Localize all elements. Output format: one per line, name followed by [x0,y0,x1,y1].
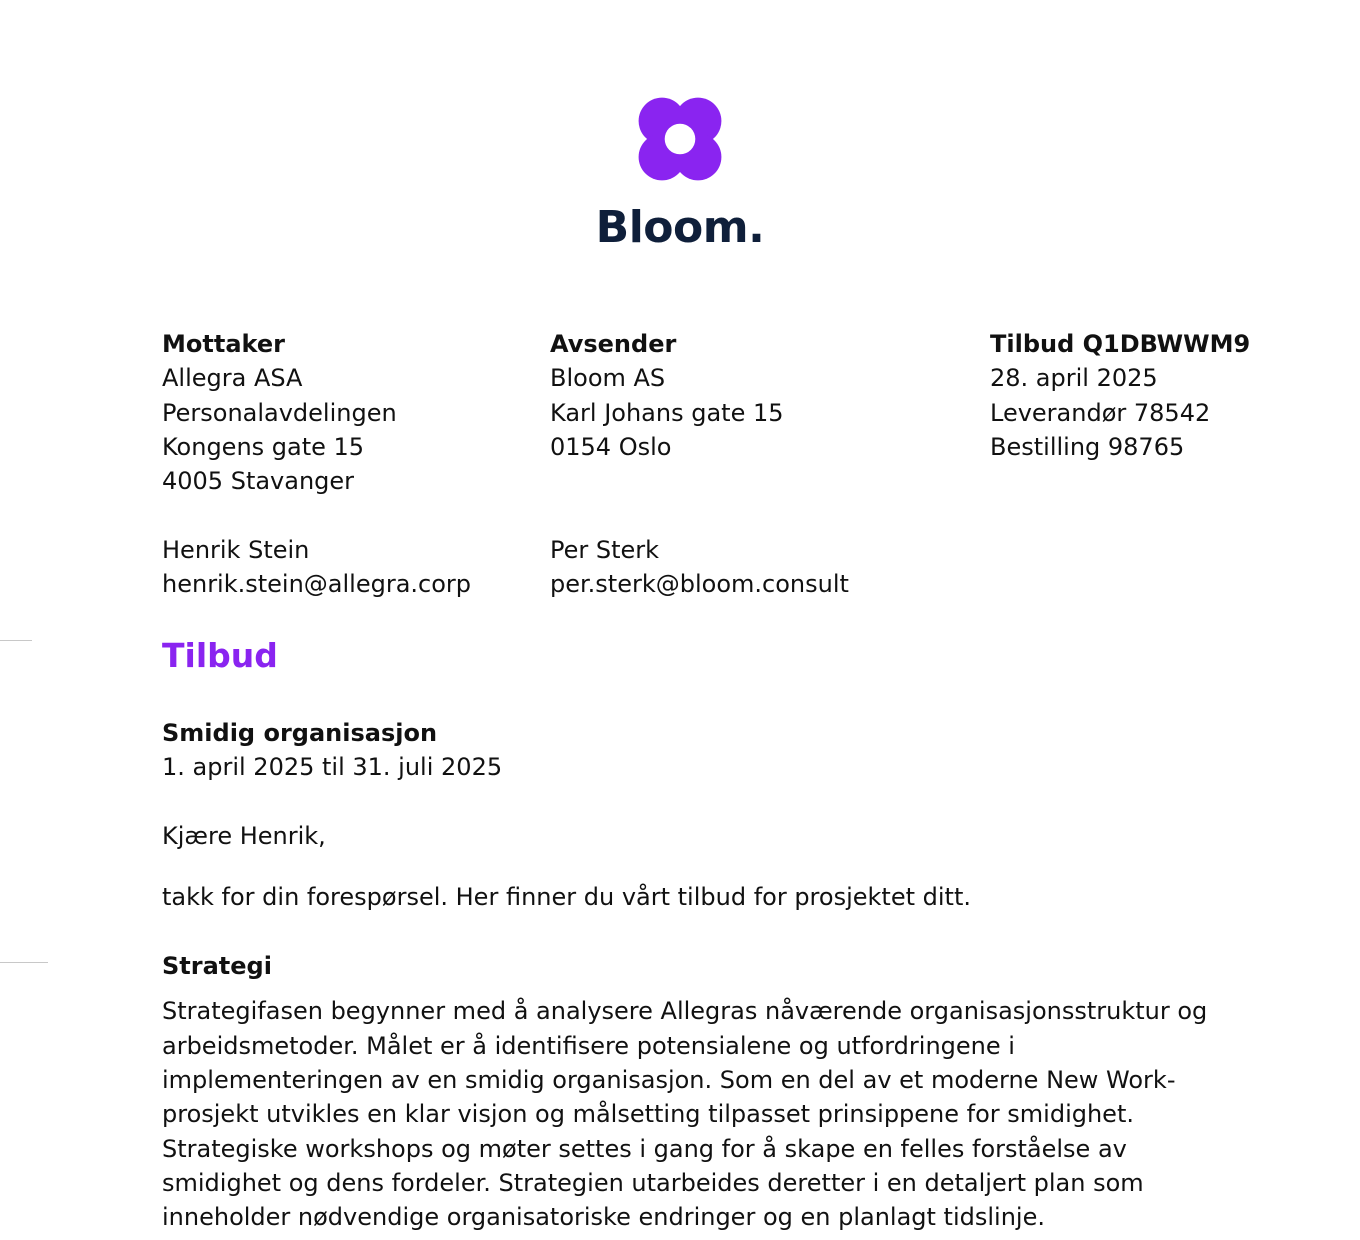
intro-paragraph: takk for din forespørsel. Her finner du vårt tilbud for prosjektet ditt. [162,882,971,911]
order-number: Bestilling 98765 [990,432,1185,461]
sender-street: Karl Johans gate 15 [550,398,784,427]
recipient-contact-name: Henrik Stein [162,535,310,564]
recipient-street: Kongens gate 15 [162,432,365,461]
punch-mark [0,962,48,963]
section-heading: Strategi [162,952,272,981]
spacer [550,498,849,532]
fold-mark [0,640,32,641]
document-body [162,634,1242,1235]
recipient-heading: Mottaker [162,330,285,358]
company-logo [0,94,1360,253]
sender-heading: Avsender [550,330,677,358]
document-title: Tilbud [162,636,278,675]
greeting: Kjære Henrik, [162,821,326,850]
offer-date: 28. april 2025 [990,364,1158,393]
section-paragraph: Strategifasen begynner med å analysere Allegras nåværende organisasjonsstruktur og arbeidsmetoder. Målet er å identifisere potensialene og utfordringene i implementeringen av en smidig organisasjon. Som en del av et moderne New Work-prosjekt utvikles en klar visjon og målsetting tilpasset prinsippene for smidighet. Strategiske workshops og møter settes i gang for å skape en felles forståelse av smidighet og dens fordeler. Strategien utarbeides deretter i en detaljert plan som inneholder nødvendige organisatoriske endringer og en planlagt tidslinje. [162,997,1208,1232]
recipient-department: Personalavdelingen [162,398,397,427]
recipient-city: 4005 Stavanger [162,467,355,496]
recipient-address [162,327,471,601]
spacer [550,464,849,498]
sender-contact-email: per.sterk@bloom.consult [550,570,849,599]
offer-metadata [990,327,1250,464]
recipient-company: Allegra ASA [162,364,303,393]
recipient-contact-email: henrik.stein@allegra.corp [162,570,472,599]
sender-contact-name: Per Sterk [550,535,660,564]
flower-icon [635,94,725,184]
sender-city: 0154 Oslo [550,432,672,461]
spacer [162,498,471,532]
project-period: 1. april 2025 til 31. juli 2025 [162,753,503,782]
project-title: Smidig organisasjon [162,719,438,747]
sender-company: Bloom AS [550,364,666,393]
supplier-number: Leverandør 78542 [990,398,1211,427]
brand-name: Bloom. [595,202,765,253]
sender-address [550,327,849,601]
offer-number: Tilbud Q1DBWWM9 [990,330,1251,358]
